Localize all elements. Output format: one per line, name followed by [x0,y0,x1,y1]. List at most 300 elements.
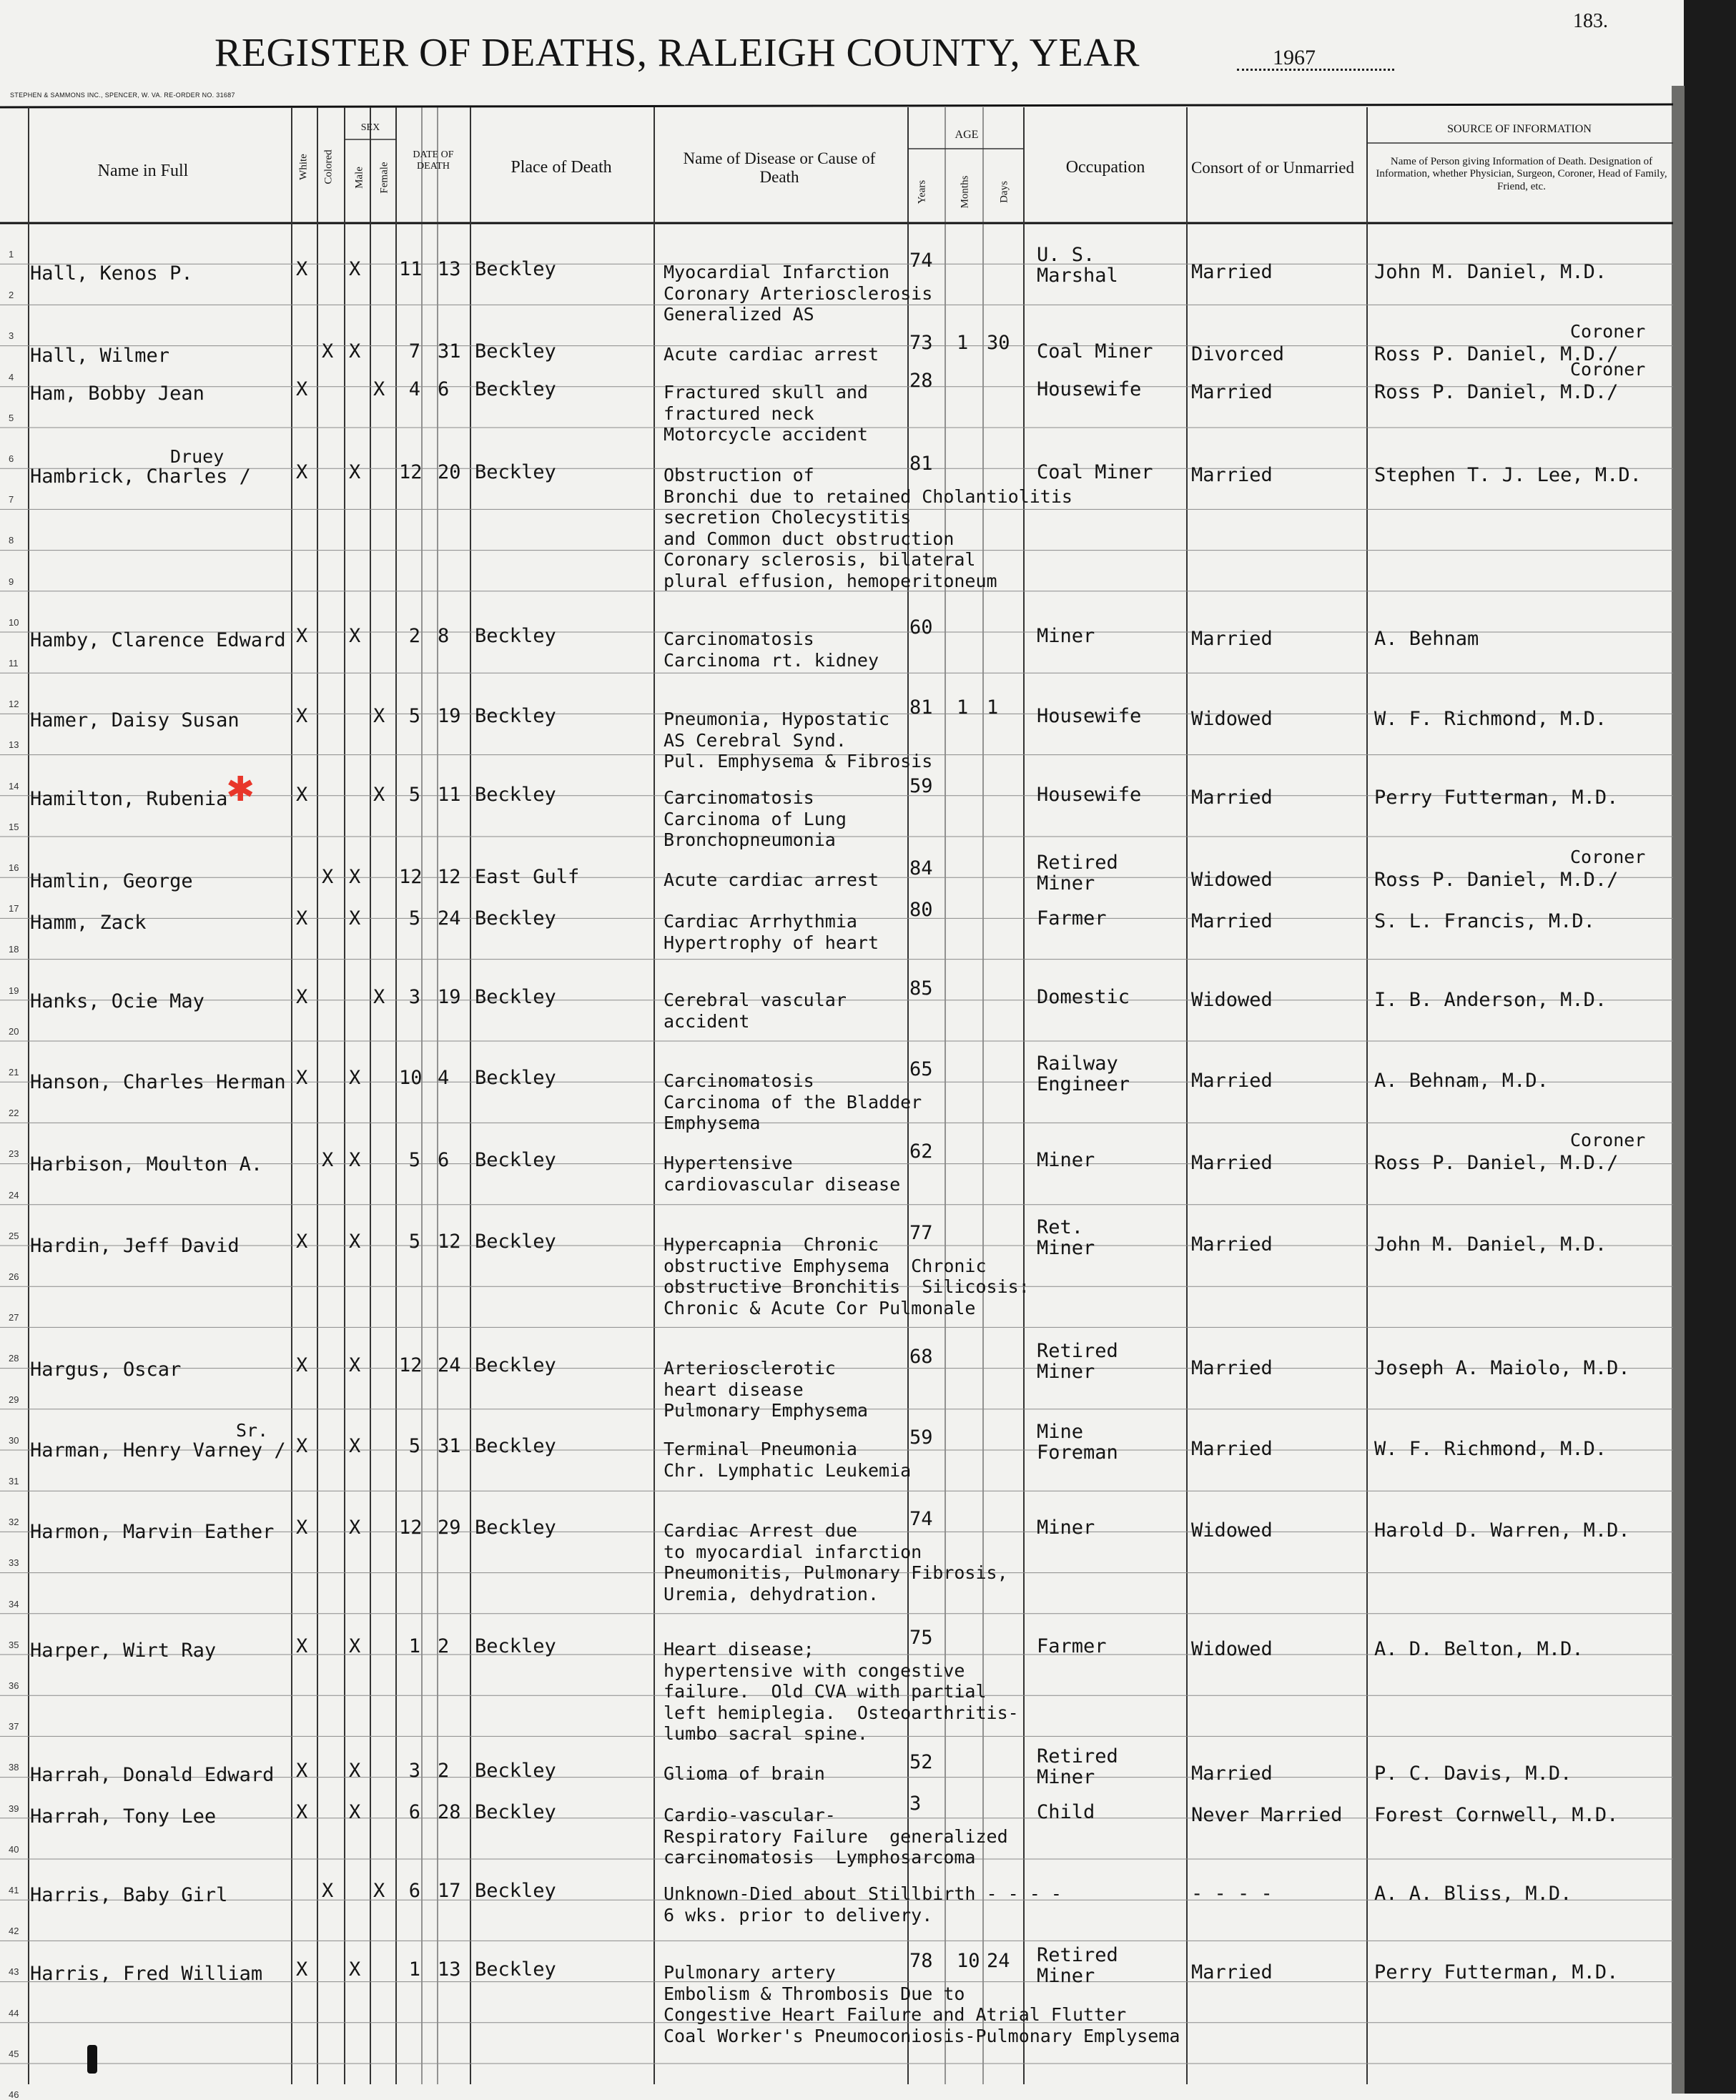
entry-death-month: 5 [408,1149,420,1171]
entry-death-day: 6 [438,378,450,400]
entry-male-mark: X [349,907,361,930]
entry-death-day: 31 [438,340,461,363]
entry-male-mark: X [349,1958,361,1981]
header-colored: Colored [322,149,335,184]
entry-name: Harbison, Moulton A. [30,1153,263,1175]
entry-occupation-line: Marshal [1037,265,1118,287]
entry-source: W. F. Richmond, M.D. [1374,708,1607,730]
line-number: 22 [9,1108,19,1119]
entry-source: John M. Daniel, M.D. [1374,1233,1607,1256]
entry-occupation-line: Foreman [1037,1441,1118,1464]
entry-consort: - - - - [1191,1883,1273,1905]
binding-hole [87,2045,97,2074]
entry-occupation-line: Retired [1037,1745,1118,1768]
entry-death-month: 12 [399,866,423,888]
entry-source: Harold D. Warren, M.D. [1374,1519,1630,1542]
entry-cause-line: Carcinoma of the Bladder [664,1091,922,1113]
entry-white-mark: X [296,258,308,280]
printer-imprint: STEPHEN & SAMMONS INC., SPENCER, W. VA. RE-ORDER NO. 31687 [10,92,235,99]
entry-occupation-line: Railway [1037,1053,1118,1075]
entry-consort: Widowed [1191,1638,1273,1660]
entry-consort: Widowed [1191,869,1273,891]
entry-name: Harrah, Tony Lee [30,1805,217,1828]
entry-death-month: 1 [408,1635,420,1657]
line-number: 16 [9,862,19,873]
entry-death-day: 6 [438,1149,450,1171]
entry-cause-line: Carcinomatosis [664,628,814,649]
entry-death-day: 28 [438,1801,461,1823]
entry-cause-line: Embolism & Thrombosis Due to [664,1983,965,2004]
entry-consort: Married [1191,464,1273,486]
entry-name: Hall, Kenos P. [30,262,193,285]
header-female: Female [378,162,390,194]
line-number: 45 [9,2048,19,2059]
entry-white-mark: X [296,1231,308,1253]
entry-white-mark: X [296,1067,308,1089]
entry-death-day: 12 [438,866,461,888]
entry-cause-line: Cerebral vascular [664,990,847,1010]
entry-name: Hall, Wilmer [30,345,170,367]
entry-cause-line: carcinomatosis Lymphosarcoma [664,1847,976,1868]
line-number: 20 [9,1025,19,1037]
entry-male-mark: X [349,1760,361,1782]
entry-age-years: 74 [909,1508,933,1530]
line-number: 21 [9,1067,19,1078]
entry-consort: Widowed [1191,989,1273,1011]
entry-age-months: 1 [957,696,969,719]
entry-consort: Married [1191,628,1273,650]
entry-occupation-line: Housewife [1037,705,1142,727]
line-number: 1 [9,249,14,260]
header-name: Name in Full [97,162,189,181]
entry-white-mark: X [296,461,308,483]
entry-cause-line: Motorcycle accident [664,424,868,445]
entry-source: S. L. Francis, M.D. [1374,910,1595,932]
header-date-of-death: DATE OF DEATH [413,149,454,172]
entry-death-day: 2 [438,1635,450,1657]
entry-cause-line: Carcinoma of Lung [664,808,847,829]
entry-death-month: 4 [408,378,420,400]
line-number: 13 [9,739,19,751]
line-number: 3 [9,330,14,342]
line-number: 26 [9,1271,19,1282]
entry-white-mark: X [296,986,308,1008]
entry-source: John M. Daniel, M.D. [1374,261,1607,283]
entry-occupation-line: Engineer [1037,1073,1130,1095]
entry-cause-line: Hypertrophy of heart [664,932,879,953]
entry-cause-line: failure. Old CVA with partial [664,1681,987,1702]
line-number: 12 [9,699,19,710]
entry-female-mark: X [373,986,385,1008]
entry-occupation-line: Coal Miner [1037,461,1153,483]
entry-death-day: 19 [438,986,461,1008]
entry-colored-mark: X [322,1149,334,1171]
line-number: 15 [9,821,19,832]
entry-name: Hamilton, Rubenia [30,788,228,810]
entry-death-month: 7 [408,340,420,363]
line-number: 18 [9,944,19,955]
line-number: 38 [9,1762,19,1773]
entry-age-years: 81 [909,696,933,719]
entry-name: Hamm, Zack [30,912,147,934]
entry-cause-line: plural effusion, hemoperitoneum [664,570,997,591]
entry-source: Ross P. Daniel, M.D./ [1374,1152,1619,1174]
entry-consort: Never Married [1191,1804,1343,1826]
entry-female-mark: X [373,378,385,400]
entry-cause-line: obstructive Bronchitis Silicosis: [664,1276,1030,1297]
entry-name: Hambrick, Charles / [30,465,251,488]
entry-place: Beckley [475,1517,556,1539]
entry-death-month: 5 [408,907,420,930]
entry-cause-line: Bronchi due to retained Cholantiolitis [664,485,1072,507]
entry-death-day: 17 [438,1880,461,1902]
header-consort: Consort of or Unmarried [1190,158,1355,177]
entry-age-years: 62 [909,1140,933,1163]
entry-occupation-line: Farmer [1037,1635,1107,1657]
entry-consort: Widowed [1191,1519,1273,1542]
line-number: 29 [9,1394,19,1405]
entry-death-day: 31 [438,1435,461,1457]
line-number: 41 [9,1885,19,1896]
line-number: 23 [9,1148,19,1160]
entry-age-years: 28 [909,370,933,392]
line-number: 7 [9,494,14,506]
entry-cause-line: Acute cardiac arrest [664,344,879,365]
entry-consort: Married [1191,1961,1273,1983]
entry-death-day: 13 [438,258,461,280]
entry-source: Joseph A. Maiolo, M.D. [1374,1357,1630,1379]
line-number: 35 [9,1639,19,1650]
entry-death-month: 5 [408,705,420,727]
entry-name: Ham, Bobby Jean [30,383,204,405]
entry-name: Hanson, Charles Herman [30,1071,286,1093]
entry-white-mark: X [296,1435,308,1457]
entry-consort: Married [1191,910,1273,932]
entry-place: Beckley [475,986,556,1008]
entry-source: Ross P. Daniel, M.D./ [1374,381,1619,403]
entry-age-months: 10 [957,1950,980,1972]
entry-white-mark: X [296,1517,308,1539]
entry-consort: Married [1191,1438,1273,1460]
entry-cause-line: Pneumonitis, Pulmonary Fibrosis, [664,1562,1008,1583]
entry-source: P. C. Davis, M.D. [1374,1763,1572,1785]
entry-occupation-line: Farmer [1037,907,1107,930]
header-disease: Name of Disease or Cause of Death [683,149,876,186]
entry-age-years: 78 [909,1950,933,1972]
line-number: 2 [9,290,14,301]
entry-place: Beckley [475,625,556,647]
line-number: 14 [9,780,19,792]
entry-source: Ross P. Daniel, M.D./ [1374,869,1619,891]
entry-source: A. Behnam [1374,628,1479,650]
entry-age-years: 65 [909,1058,933,1080]
entry-death-month: 3 [408,986,420,1008]
entry-death-month: 1 [408,1958,420,1981]
header-place: Place of Death [511,158,612,177]
entry-male-mark: X [349,340,361,363]
entry-consort: Married [1191,381,1273,403]
entry-male-mark: X [349,1635,361,1657]
entry-cause-line: Chr. Lymphatic Leukemia [664,1459,912,1481]
entry-cause-line: Carcinomatosis [664,1070,814,1091]
entry-source-note: Coroner [1570,321,1646,342]
entry-source: Stephen T. J. Lee, M.D. [1374,464,1642,486]
entry-source: A. Behnam, M.D. [1374,1070,1549,1092]
entry-female-mark: X [373,705,385,727]
entry-place: Beckley [475,705,556,727]
line-number: 27 [9,1312,19,1323]
entry-cause-line: lumbo sacral spine. [664,1723,868,1744]
entry-death-day: 24 [438,1354,461,1376]
entry-male-mark: X [349,461,361,483]
line-number: 39 [9,1803,19,1814]
entry-cause-line: Obstruction of [664,465,814,485]
entry-consort: Widowed [1191,708,1273,730]
entry-cause-line: to myocardial infarction [664,1541,922,1562]
entry-male-mark: X [349,1801,361,1823]
entry-death-month: 6 [408,1801,420,1823]
line-number: 4 [9,371,14,383]
entry-age-years: 73 [909,332,933,354]
entry-source: Ross P. Daniel, M.D./ [1374,343,1619,365]
asterisk-mark: ✱ [226,769,255,809]
entry-place: Beckley [475,1635,556,1657]
entry-source: Perry Futterman, M.D. [1374,1961,1619,1983]
header-years: Years [916,179,928,204]
entry-place: Beckley [475,340,556,363]
header-male: Male [353,167,365,189]
entry-cause-line: Glioma of brain [664,1763,825,1784]
entry-death-month: 2 [408,625,420,647]
entry-colored-mark: X [322,866,334,888]
entry-white-mark: X [296,1760,308,1782]
entry-male-mark: X [349,1067,361,1089]
entry-occupation-line: U. S. [1037,244,1095,266]
entry-death-month: 12 [399,1354,423,1376]
line-number: 36 [9,1680,19,1691]
line-number: 25 [9,1230,19,1241]
entry-place: Beckley [475,1801,556,1823]
line-number: 8 [9,535,14,546]
entry-consort: Married [1191,1233,1273,1256]
entry-age-years: 85 [909,977,933,1000]
header-white: White [297,154,310,180]
entry-occupation-line: Mine [1037,1421,1084,1443]
header-occupation: Occupation [1065,158,1145,177]
entry-age-years: 81 [909,453,933,475]
entry-death-day: 20 [438,461,461,483]
entry-age-years: 52 [909,1751,933,1773]
entry-death-month: 12 [399,461,423,483]
entry-cause-line: obstructive Emphysema Chronic [664,1255,987,1276]
line-number: 6 [9,453,14,464]
entry-place: Beckley [475,1149,556,1171]
line-number: 30 [9,1434,19,1446]
entry-cause-line: Fractured skull and [664,382,868,403]
entry-cause-line: Terminal Pneumonia [664,1439,857,1459]
entry-cause-line: fractured neck [664,403,814,424]
entry-place: Beckley [475,1231,556,1253]
entry-age-years: 60 [909,616,933,639]
entry-age-days: 1 [987,696,999,719]
entry-cause-line: Pul. Emphysema & Fibrosis [664,751,933,772]
entry-occupation-line: Retired [1037,1340,1118,1362]
entry-cause-line: Chronic & Acute Cor Pulmonale [664,1297,976,1318]
entry-cause-line: Cardio-vascular- [664,1805,836,1825]
entry-male-mark: X [349,866,361,888]
line-number: 32 [9,1517,19,1528]
entry-place: Beckley [475,1958,556,1981]
entry-male-mark: X [349,625,361,647]
entry-place: Beckley [475,1354,556,1376]
entry-source: Forest Cornwell, M.D. [1374,1804,1619,1826]
line-number: 44 [9,2007,19,2018]
entry-age-years: 77 [909,1222,933,1244]
entry-cause-line: hypertensive with congestive [664,1660,965,1681]
entry-cause-line: Emphysema [664,1113,761,1133]
entry-cause-line: Pneumonia, Hypostatic [664,709,890,729]
line-number: 43 [9,1966,19,1978]
entry-white-mark: X [296,1354,308,1376]
entry-death-day: 29 [438,1517,461,1539]
entry-age-days: 24 [987,1950,1010,1972]
entry-cause-line: Coronary Arteriosclerosis [664,282,933,304]
line-number: 42 [9,1926,19,1937]
entry-source-note: Coroner [1570,1130,1646,1150]
entry-occupation-line: Miner [1037,872,1095,894]
entry-age-years: 75 [909,1627,933,1649]
entry-name-note: Druey [170,446,225,467]
entry-cause-line: secretion Cholecystitis [664,507,912,528]
entry-age-years: 74 [909,250,933,272]
entry-name: Harris, Baby Girl [30,1884,228,1906]
entry-name: Harrah, Donald Edward [30,1764,275,1786]
entry-male-mark: X [349,1517,361,1539]
entry-age-years: 68 [909,1346,933,1368]
header-months: Months [959,175,971,209]
entry-cause-line: Coronary sclerosis, bilateral [664,549,976,570]
entry-female-mark: X [373,1880,385,1902]
entry-source-note: Coroner [1570,847,1646,867]
line-number: 10 [9,616,19,628]
entry-occupation-line: Miner [1037,1149,1095,1171]
header-age: AGE [955,128,979,141]
entry-consort: Divorced [1191,343,1285,365]
header-source-title: SOURCE OF INFORMATION [1447,122,1592,135]
entry-occupation-line: Miner [1037,1965,1095,1987]
header-sex: SEX [360,122,380,133]
entry-cause-line: Uremia, dehydration. [664,1583,879,1604]
entry-cause-line: Heart disease; [664,1639,814,1660]
entry-place: Beckley [475,1435,556,1457]
entry-death-month: 3 [408,1760,420,1782]
line-number: 17 [9,903,19,915]
entry-name: Hamlin, George [30,870,193,892]
entry-occupation-line: Domestic [1037,986,1130,1008]
entry-cause-line: Cardiac Arrhythmia [664,911,857,932]
entry-name: Hanks, Ocie May [30,990,204,1012]
entry-name-note: Sr. [236,1420,269,1441]
entry-cause-line: Carcinoma rt. kidney [664,649,879,671]
entry-place: Beckley [475,1760,556,1782]
header-top-rule [0,104,1673,107]
entry-death-day: 24 [438,907,461,930]
entry-age-years: 80 [909,899,933,921]
entry-white-mark: X [296,784,308,806]
entry-source: A. D. Belton, M.D. [1374,1638,1584,1660]
entry-white-mark: X [296,378,308,400]
entry-cause-line: cardiovascular disease [664,1173,901,1195]
entry-occupation-line: Child [1037,1801,1095,1823]
entry-cause-line: Myocardial Infarction [664,262,890,282]
entry-male-mark: X [349,1354,361,1376]
entry-white-mark: X [296,1801,308,1823]
entry-consort: Married [1191,1070,1273,1092]
entry-cause-line: Respiratory Failure generalized [664,1825,1008,1847]
entry-consort: Married [1191,787,1273,809]
entry-cause-line: Bronchopneumonia [664,829,836,850]
line-number: 33 [9,1557,19,1569]
entry-cause-line: Hypertensive [664,1153,793,1173]
entry-cause-line: accident [664,1010,750,1032]
entry-cause-line: Acute cardiac arrest [664,869,879,890]
entry-white-mark: X [296,1635,308,1657]
line-number: 28 [9,1353,19,1364]
entry-female-mark: X [373,784,385,806]
entry-white-mark: X [296,625,308,647]
entry-occupation-line: Miner [1037,1766,1095,1788]
entry-age-years: 3 [909,1793,922,1815]
entry-occupation-line: Miner [1037,1237,1095,1259]
entry-cause-line: heart disease [664,1379,804,1400]
entry-cause-line: AS Cerebral Synd. [664,729,847,751]
entry-cause-line: and Common duct obstruction [664,528,955,549]
entry-death-day: 8 [438,625,450,647]
entry-source: W. F. Richmond, M.D. [1374,1438,1607,1460]
entry-name: Hargus, Oscar [30,1359,182,1381]
entry-cause-line: Hypercapnia Chronic [664,1234,879,1255]
entry-white-mark: X [296,705,308,727]
page-number: 183. [1573,10,1608,32]
entry-death-day: 19 [438,705,461,727]
entry-place: Beckley [475,1067,556,1089]
entry-death-day: 4 [438,1067,450,1089]
entry-name: Hamby, Clarence Edward [30,629,286,651]
entry-occupation-line: Miner [1037,1517,1095,1539]
entry-source: I. B. Anderson, M.D. [1374,989,1607,1011]
entry-occupation-line: Ret. [1037,1216,1084,1238]
entry-occupation-line: Housewife [1037,378,1142,400]
line-number: 9 [9,576,14,587]
entry-consort: Married [1191,1763,1273,1785]
entry-white-mark: X [296,907,308,930]
entry-cause-line: 6 wks. prior to delivery. [664,1904,933,1926]
entry-age-years: 59 [909,1426,933,1449]
entry-age-months: 1 [957,332,969,354]
entry-death-month: 10 [399,1067,423,1089]
entry-cause-line: left hemiplegia. Osteoarthritis- [664,1702,1019,1723]
line-number: 5 [9,412,14,423]
line-number: 34 [9,1598,19,1609]
entry-place: Beckley [475,258,556,280]
entry-place: Beckley [475,784,556,806]
line-number: 24 [9,1189,19,1201]
entry-cause-line: Pulmonary Emphysema [664,1400,868,1421]
entry-cause-line: Coal Worker's Pneumoconiosis-Pulmonary Emplysema [664,2025,1180,2046]
entry-death-day: 13 [438,1958,461,1981]
entry-name: Harris, Fred William [30,1963,263,1985]
entry-name: Hamer, Daisy Susan [30,709,240,731]
